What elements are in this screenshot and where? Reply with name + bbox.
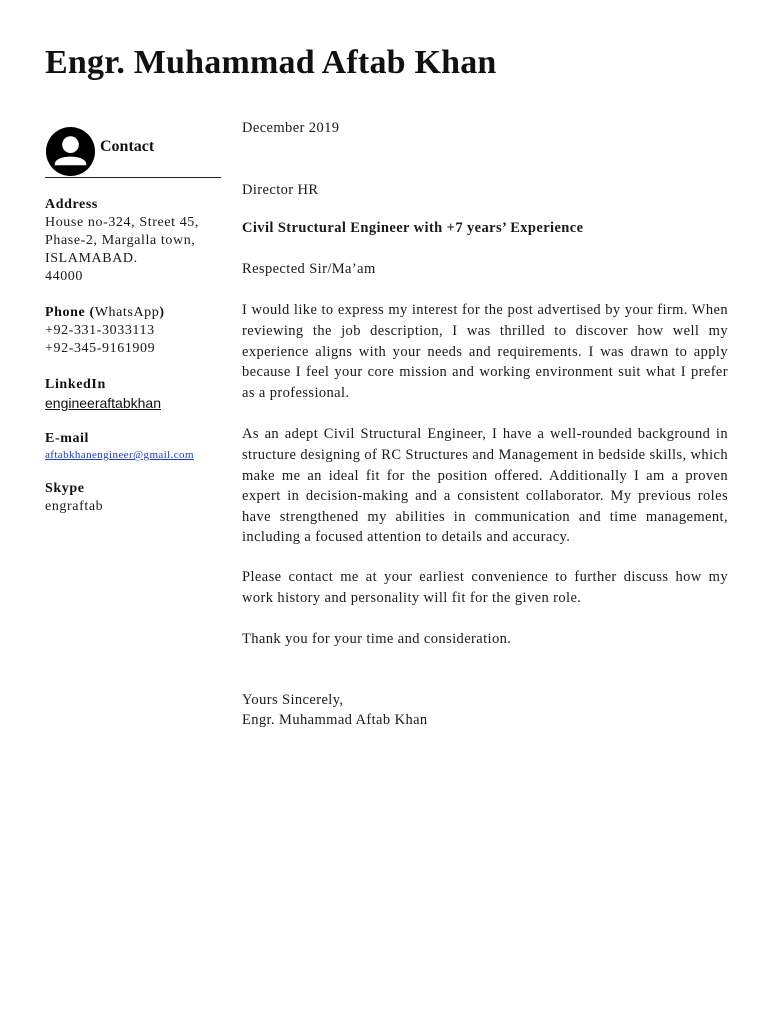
email-label: E-mail [45,431,90,446]
linkedin-link[interactable]: engineeraftabkhan [45,395,161,411]
letter-paragraph: Please contact me at your earliest convenience to further discuss how my work history and personality will fit for the given role. [242,568,728,606]
user-circle-icon [45,126,96,177]
letter-paragraph: Thank you for your time and consideration. [242,631,512,648]
phone-number: +92-331-3033113 [45,323,155,338]
phone-section [45,304,221,358]
letter-recipient: Director HR [242,181,319,198]
cover-letter-body [242,118,728,731]
contact-header [45,126,221,178]
letter-date: December 2019 [242,120,340,136]
address-line: ISLAMABAD. [45,251,138,266]
linkedin-label: LinkedIn [45,377,106,392]
contact-sidebar [45,126,221,516]
applicant-name: Engr. Muhammad Aftab Khan [45,44,497,81]
letter-salutation: Respected Sir/Ma’am [242,260,376,277]
email-link[interactable]: aftabkhanengineer@gmail.com [45,449,194,461]
address-line: House no-324, Street 45, [45,215,199,230]
phone-label-text: Phone ( [45,305,95,320]
phone-number: +92-345-9161909 [45,341,156,356]
letter-closing: Yours Sincerely, [242,691,344,708]
skype-section [45,480,221,516]
letter-paragraph: I would like to express my interest for the post advertised by your firm. When reviewing the job description, I was thrilled to discover how well my experience aligns with your needs and requirements. I was drawn to apply because I feel your core mission and working environment suit what I prefer as a professional. [242,302,728,401]
contact-title: Contact [100,138,155,155]
phone-label-note: WhatsApp [94,305,160,320]
phone-label [45,304,221,322]
email-section [45,430,221,462]
address-line: 44000 [45,269,83,284]
letter-signature: Engr. Muhammad Aftab Khan [242,712,428,729]
address-section [45,196,221,286]
skype-id: engraftab [45,499,104,514]
address-line: Phase-2, Margalla town, [45,233,196,248]
address-label: Address [45,197,98,212]
letter-paragraph: As an adept Civil Structural Engineer, I have a well-rounded background in structure designing of RC Structures and Management in bedside skills, which make me an ideal fit for the position offered. Additionally I am a proven expert in decision-making and a consistent collaborator. My previous roles have strengthened my abilities in communication and time management, including a focused attention to details and accuracy. [242,426,728,546]
letter-subject: Civil Structural Engineer with +7 years’ Experience [242,220,584,237]
phone-label-close: ) [159,305,165,320]
linkedin-section [45,376,221,412]
skype-label: Skype [45,481,85,496]
